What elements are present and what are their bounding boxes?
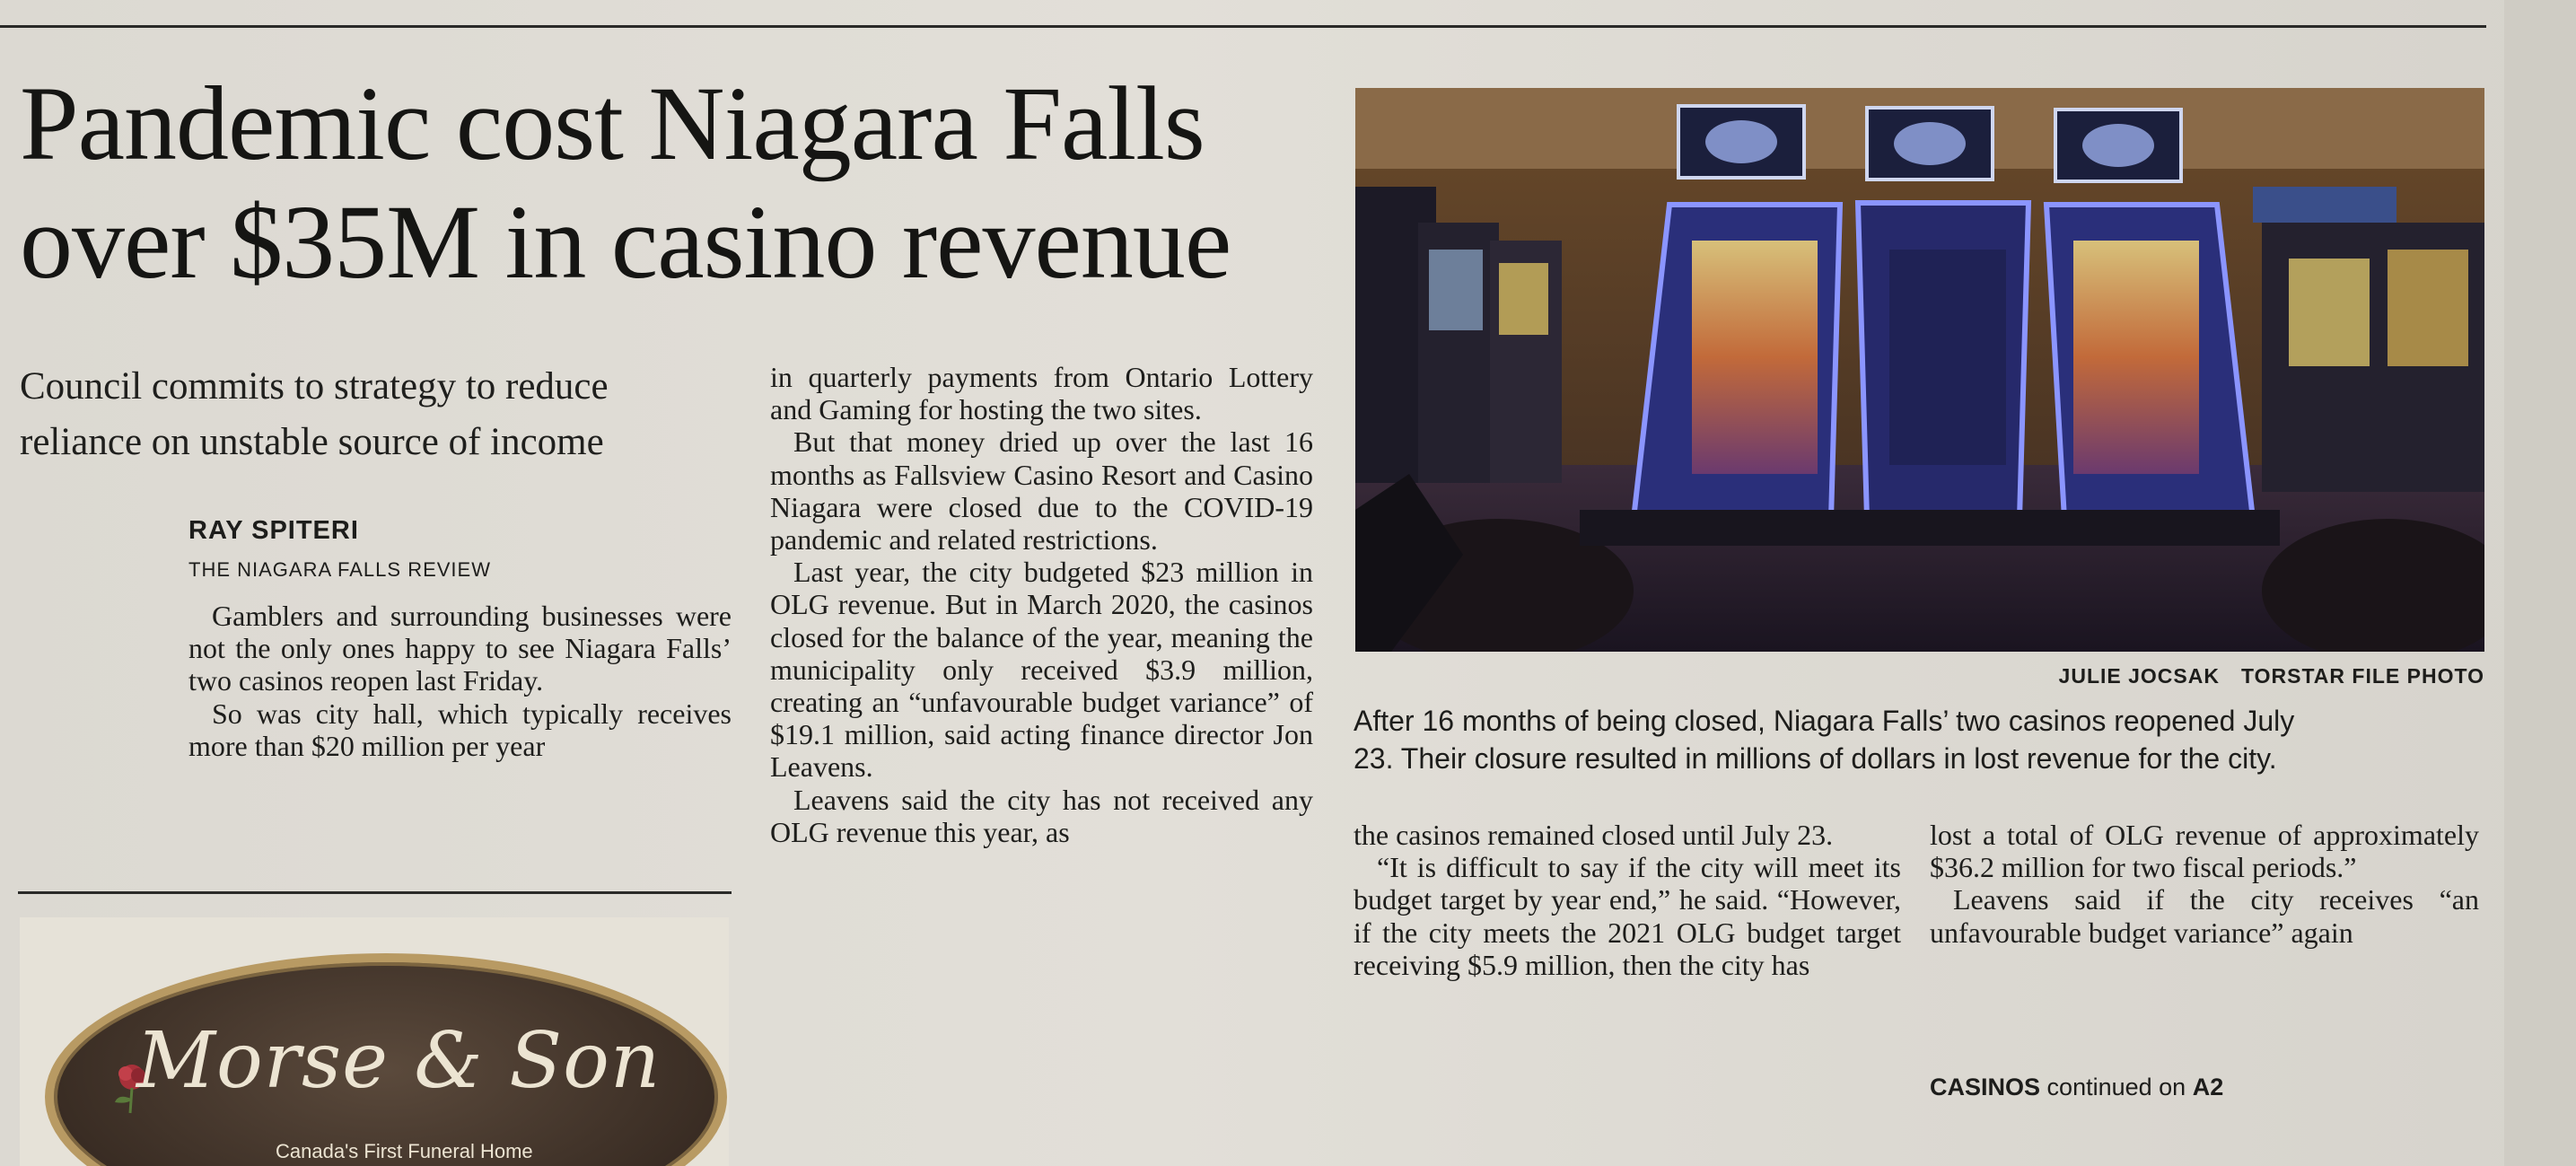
paragraph: the casinos remained closed until July 23. bbox=[1354, 819, 1834, 851]
paragraph: But that money dried up over the last 16 months as Fallsview Casino Resort and Casino Niagara were closed due to the COVID-19 pandemic and related restrictions. bbox=[770, 425, 1313, 557]
jump-page: A2 bbox=[2192, 1074, 2224, 1100]
advertisement bbox=[20, 917, 729, 1166]
ad-logo-text: Morse & Son bbox=[136, 1016, 662, 1106]
article-column-3 bbox=[1354, 819, 1901, 981]
paragraph: Gamblers and surrounding businesses were not the only ones happy to see Niagara Falls’ two casinos reopen last Friday. bbox=[188, 600, 732, 697]
photo-caption-line-1: After 16 months of being closed, Niagara Falls’ two casinos reopened July bbox=[1354, 705, 2295, 737]
byline-author: RAY SPITERI bbox=[188, 516, 359, 545]
paragraph: “It is difficult to say if the city will meet its budget target by year end,” he said. “However, if the city meets the 2021 OLG budget target receiving $5.9 million, then the city has bbox=[1354, 851, 1901, 981]
headline-line-1: Pandemic cost Niagara Falls bbox=[20, 65, 1205, 182]
subheadline-line-1: Council commits to strategy to reduce bbox=[20, 365, 609, 408]
jump-line bbox=[1930, 1074, 2223, 1101]
headline bbox=[20, 65, 1321, 302]
paragraph: Leavens said the city has not received any OLG revenue this year, as bbox=[770, 783, 1313, 848]
ad-tagline: Canada's First Funeral Home bbox=[276, 1140, 533, 1162]
article-column-1 bbox=[188, 600, 732, 762]
photo-caption bbox=[1354, 702, 2484, 777]
photo-credit bbox=[1355, 664, 2484, 688]
top-rule bbox=[0, 25, 2486, 28]
slot-machines-image bbox=[1355, 88, 2484, 652]
paragraph: lost a total of OLG revenue of approximately $36.2 million for two fiscal periods.” bbox=[1930, 819, 2479, 884]
subheadline-line-2: reliance on unstable source of income bbox=[20, 421, 604, 463]
section-divider bbox=[18, 891, 732, 894]
headline-line-2: over $35M in casino revenue bbox=[20, 183, 1231, 301]
byline-publication: THE NIAGARA FALLS REVIEW bbox=[188, 558, 491, 581]
casino-photo bbox=[1355, 88, 2484, 652]
paragraph: Leavens said if the city receives “an unfavourable budget variance” again bbox=[1930, 883, 2479, 949]
article-column-2 bbox=[770, 361, 1313, 848]
jump-text: continued on bbox=[2046, 1074, 2186, 1100]
jump-label: CASINOS bbox=[1930, 1074, 2041, 1100]
article-column-4 bbox=[1930, 819, 2479, 949]
photo-credit-source: TORSTAR FILE PHOTO bbox=[2240, 664, 2484, 688]
photo-credit-photographer: JULIE JOCSAK bbox=[2058, 664, 2220, 688]
paragraph: in quarterly payments from Ontario Lottery and Gaming for hosting the two sites. bbox=[770, 361, 1313, 426]
paragraph: Last year, the city budgeted $23 million in OLG revenue. But in March 2020, the casinos closed for the balance of the year, meaning the municipality only received $3.9 million, creating an “unfavourable budget variance” of $19.1 million, said acting finance director Jon Leavens. bbox=[770, 556, 1313, 784]
subheadline bbox=[20, 359, 738, 470]
photo-caption-line-2: 23. Their closure resulted in millions of dollars in lost revenue for the city. bbox=[1354, 742, 2277, 775]
adjacent-page-edge bbox=[2504, 0, 2576, 1166]
paragraph: So was city hall, which typically receives more than $20 million per year bbox=[188, 697, 732, 762]
